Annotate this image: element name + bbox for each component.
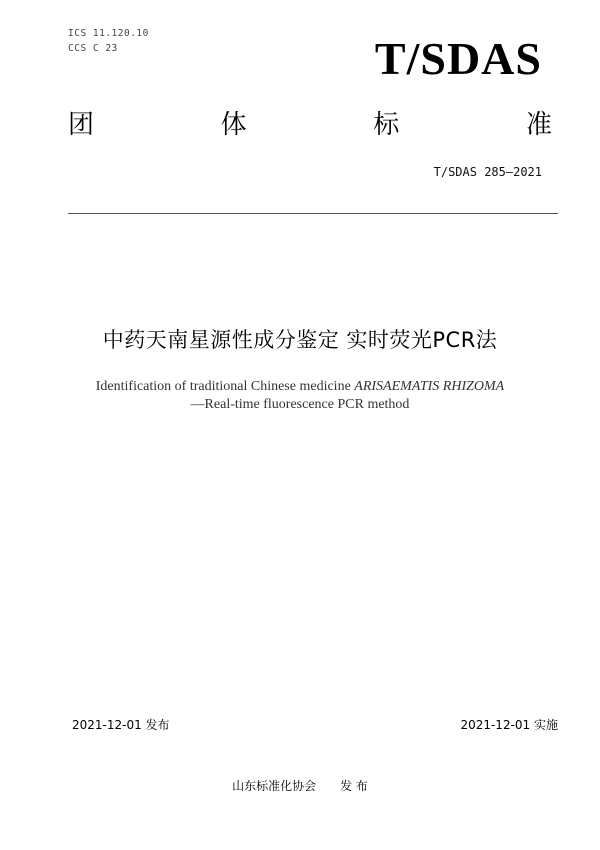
ics-code: ICS 11.120.10 [68, 28, 149, 39]
implementation-date: 2021-12-01 实施 [460, 718, 558, 732]
ccs-code: CCS C 23 [68, 43, 118, 54]
header-divider [68, 213, 558, 214]
standard-number: T/SDAS 285—2021 [433, 165, 542, 179]
publisher-line [0, 777, 600, 794]
publisher-action: 发 布 [340, 779, 368, 793]
title-english-subtitle: —Real-time fluorescence PCR method [190, 397, 410, 413]
standard-type-char: 团 [68, 110, 95, 140]
standard-type-char: 标 [373, 110, 400, 140]
publisher-name: 山东标准化协会 [232, 779, 317, 793]
issue-date: 2021-12-01 发布 [72, 718, 170, 732]
standard-type-char: 准 [525, 110, 552, 140]
standard-type-heading [68, 112, 552, 138]
document-title-chinese: 中药天南星源性成分鉴定 实时荧光PCR法 [102, 328, 498, 352]
organization-code-logo: T/SDAS [374, 33, 542, 84]
title-english-prefix: Identification of traditional Chinese medicine [95, 379, 355, 394]
document-title-english [60, 378, 540, 414]
standard-type-char: 体 [220, 110, 247, 140]
title-english-latin-name: ARISAEMATIS RHIZOMA [354, 379, 505, 394]
